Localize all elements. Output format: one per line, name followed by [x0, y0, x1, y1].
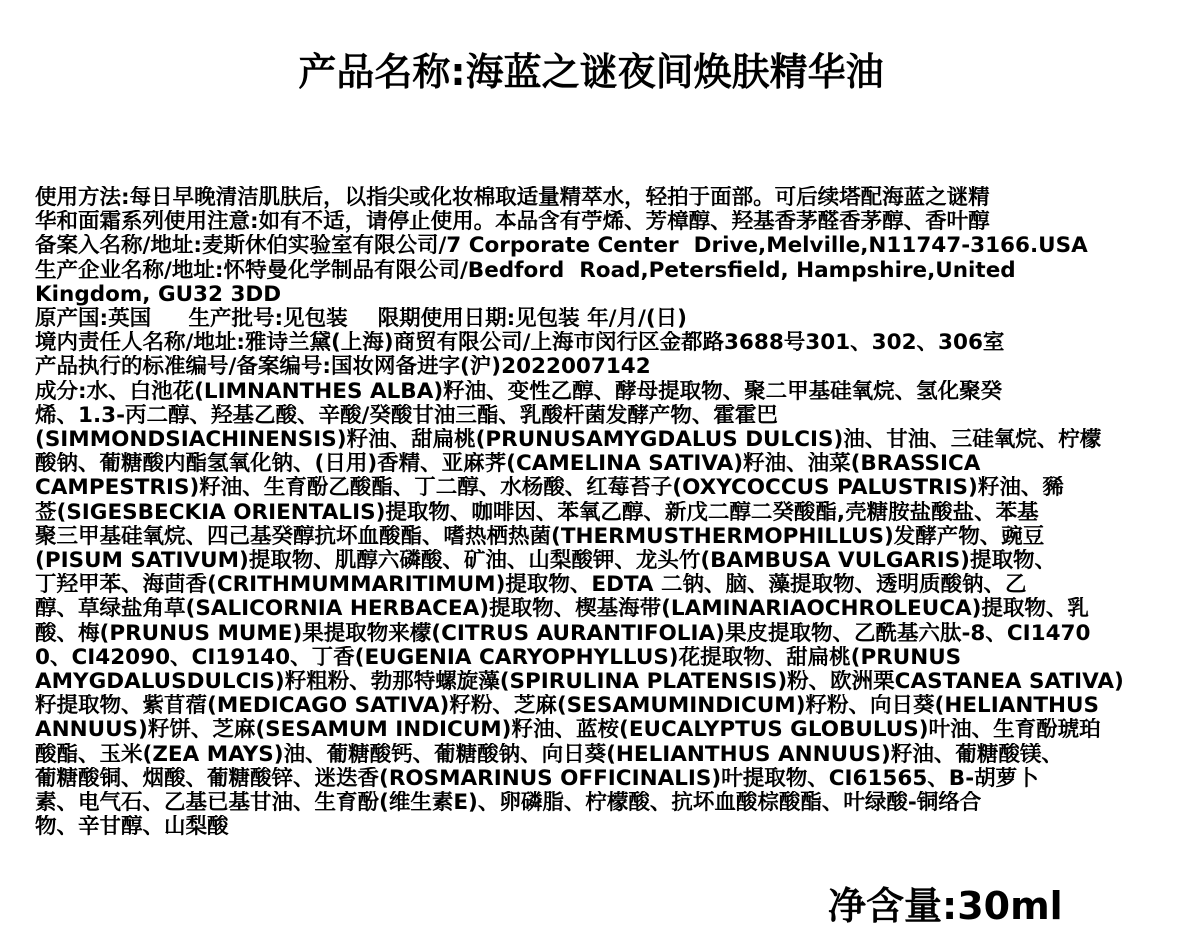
text-line: ANNUUS)籽饼、芝麻(SESAMUM INDICUM)籽油、蓝桉(EUCALYPTUS GLOBULUS)叶油、生育酚琥珀: [35, 718, 1101, 743]
text-line: 素、电气石、乙基已基甘油、生育酚(维生素E)、卵磷脂、柠檬酸、抗坏血酸棕酸酯、叶绿酸-铜络合: [35, 791, 982, 816]
label-body-text: [35, 186, 1160, 839]
text-line: CAMPESTRIS)籽油、生育酚乙酸酯、丁二醇、水杨酸、红莓苔子(OXYCOCCUS PALUSTRIS)籽油、豨: [35, 476, 1064, 501]
text-line: 0、CI42090、CI19140、丁香(EUGENIA CARYOPHYLLUS)花提取物、甜扁桃(PRUNUS: [35, 645, 962, 670]
text-line: Kingdom, GU32 3DD: [35, 282, 282, 307]
text-line: 原产国:英国 生产批号:见包装 限期使用日期:见包装 年/月/(日): [35, 307, 688, 332]
product-title: 产品名称:海蓝之谜夜间焕肤精华油: [298, 50, 884, 94]
text-line: 境内责任人名称/地址:雅诗兰黛(上海)商贸有限公司/上海市闵行区金都路3688号301、302、306室: [35, 331, 1005, 356]
text-line: 莶(SIGESBECKIA ORIENTALIS)提取物、咖啡因、苯氧乙醇、新戊二醇二癸酸酯,壳糖胺盐酸盐、苯基: [35, 500, 1039, 525]
text-line: 产品执行的标准编号/备案编号:国妆网备进字(沪)2022007142: [35, 355, 651, 380]
text-line: 备案入名称/地址:麦斯休伯实验室有限公司/7 Corporate Center Drive,Melville,N11747-3166.USA: [35, 234, 1088, 259]
text-line: 籽提取物、紫苜蓿(MEDICAGO SATIVA)籽粉、芝麻(SESAMUMINDICUM)籽粉、向日葵(HELIANTHUS: [35, 694, 1099, 719]
text-line: 华和面霜系列使用注意:如有不适，请停止使用。本品含有苧烯、芳樟醇、羟基香茅醛香茅醇、香叶醇: [35, 210, 990, 235]
net-content: 净含量:30ml: [828, 884, 1063, 928]
text-line: (SIMMONDSIACHINENSIS)籽油、甜扁桃(PRUNUSAMYGDALUS DULCIS)油、甘油、三硅氧烷、柠檬: [35, 428, 1102, 453]
text-line: 生产企业名称/地址:怀特曼化学制品有限公司/Bedford Road,Petersfield, Hampshire,United: [35, 258, 1016, 283]
text-line: AMYGDALUSDULCIS)籽粗粉、勃那特螺旋藻(SPIRULINA PLATENSIS)粉、欧洲栗CASTANEA SATIVA): [35, 670, 1124, 695]
text-line: 成分:水、白池花(LIMNANTHES ALBA)籽油、变性乙醇、酵母提取物、聚二甲基硅氧烷、氢化聚癸: [35, 379, 1003, 404]
text-line: 物、辛甘醇、山梨酸: [35, 815, 229, 840]
text-line: (PISUM SATIVUM)提取物、肌醇六磷酸、矿油、山梨酸钾、龙头竹(BAMBUSA VULGARIS)提取物、: [35, 549, 1057, 574]
text-line: 酸钠、葡糖酸内酯氢氧化钠、(日用)香精、亚麻荠(CAMELINA SATIVA)籽油、油菜(BRASSICA: [35, 452, 981, 477]
text-line: 酸、梅(PRUNUS MUME)果提取物来檬(CITRUS AURANTIFOLIA)果皮提取物、乙酰基六肽-8、CI1470: [35, 621, 1091, 646]
text-line: 丁羟甲苯、海茴香(CRITHMUMMARITIMUM)提取物、EDTA 二钠、脑、藻提取物、透明质酸钠、乙: [35, 573, 1027, 598]
text-line: 烯、1.3-丙二醇、羟基乙酸、辛酸/癸酸甘油三酯、乳酸杆菌发酵产物、霍霍巴: [35, 403, 778, 428]
text-line: 醇、草绿盐角草(SALICORNIA HERBACEA)提取物、楔基海带(LAMINARIAOCHROLEUCA)提取物、乳: [35, 597, 1089, 622]
text-line: 使用方法:每日早晚清洁肌肤后，以指尖或化妆棉取适量精萃水，轻拍于面部。可后续塔配海蓝之谜精: [35, 186, 990, 210]
text-line: 聚三甲基硅氧烷、四己基癸醇抗坏血酸酯、嗜热栖热菌(THERMUSTHERMOPHILLUS)发酵产物、豌豆: [35, 524, 1045, 549]
text-line: 酸酯、玉米(ZEA MAYS)油、葡糖酸钙、葡糖酸钠、向日葵(HELIANTHUS ANNUUS)籽油、葡糖酸镁、: [35, 742, 1063, 767]
text-line: 葡糖酸铜、烟酸、葡糖酸锌、迷迭香(ROSMARINUS OFFICINALIS)叶提取物、CI61565、B-胡萝卜: [35, 766, 1039, 791]
